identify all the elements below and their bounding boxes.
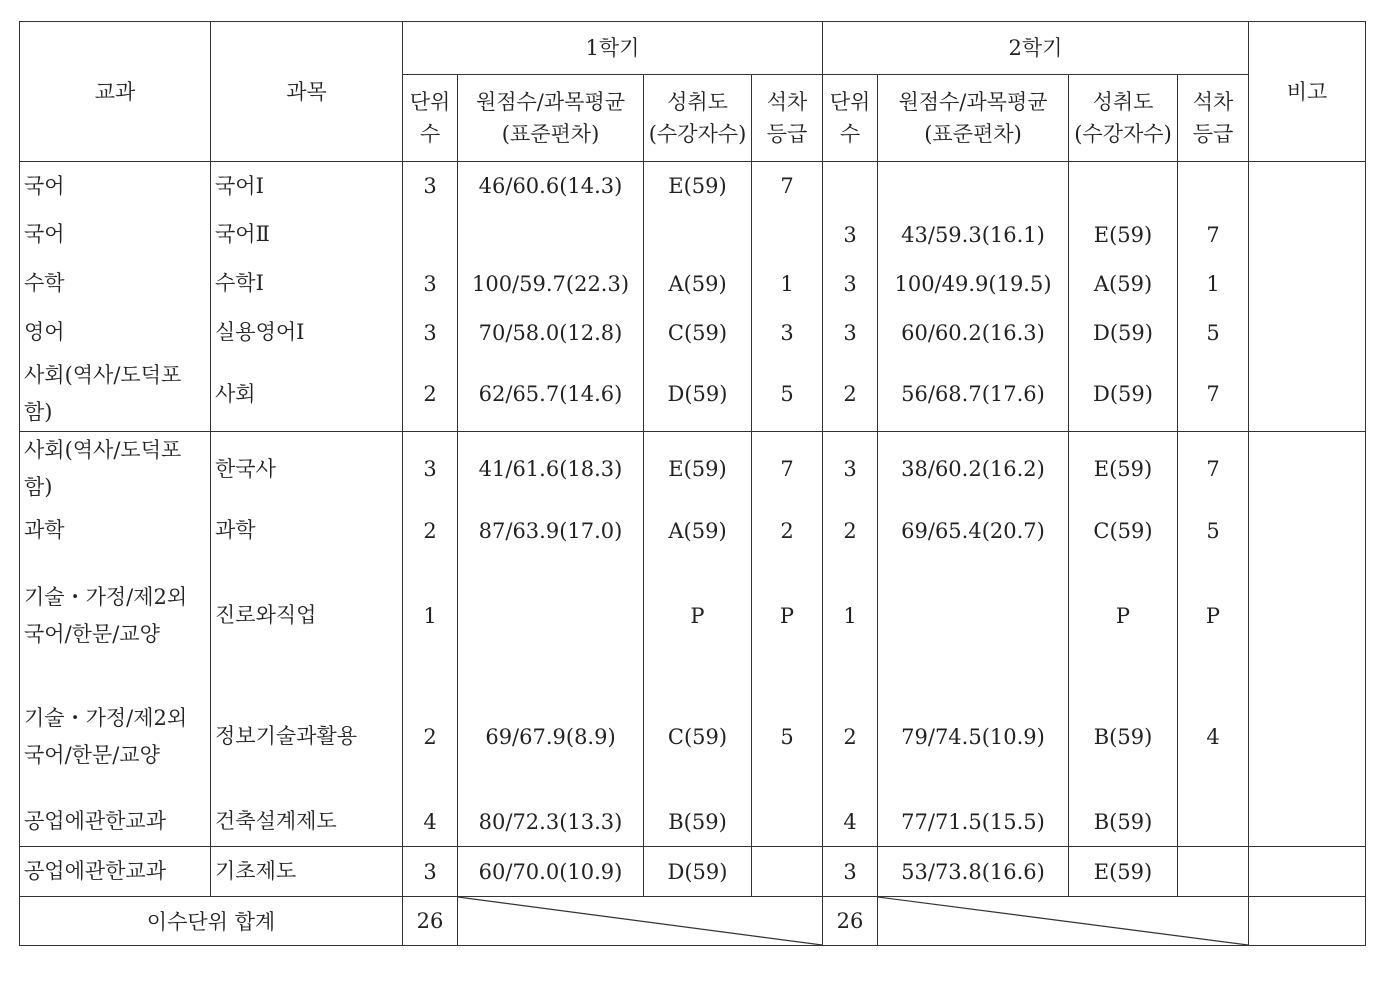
area-cell: 공업에관한교과 <box>20 797 211 847</box>
header-raw-score-line2: (표준편차) <box>924 122 1022 146</box>
s1-achievement-cell: A(59) <box>644 506 752 555</box>
course-cell: 과학 <box>211 506 403 555</box>
header-semester-1: 1학기 <box>403 22 823 75</box>
s2-score-cell: 53/73.8(16.6) <box>878 847 1069 897</box>
remarks-cell <box>1249 357 1366 432</box>
s1-score-cell: 70/58.0(12.8) <box>458 308 644 357</box>
total-row <box>20 897 1366 946</box>
s1-units-cell: 4 <box>403 797 458 847</box>
header-raw-score-line2: (표준편차) <box>501 122 600 146</box>
header-achievement-line2: (수강자수) <box>1074 122 1172 146</box>
s2-score-cell: 77/71.5(15.5) <box>878 797 1069 847</box>
s1-rank-cell: 7 <box>752 432 823 507</box>
s2-score-cell: 56/68.7(17.6) <box>878 357 1069 432</box>
header-units-line1: 단위 <box>829 90 871 114</box>
course-cell: 수학Ⅰ <box>211 259 403 308</box>
s1-rank-cell: 3 <box>752 308 823 357</box>
header-achievement-line1: 성취도 <box>1092 90 1154 114</box>
total-s2-units: 26 <box>823 897 878 946</box>
s2-score-cell: 79/74.5(10.9) <box>878 676 1069 797</box>
table-row <box>20 432 1366 507</box>
s2-achievement-cell: D(59) <box>1069 308 1178 357</box>
s1-score-cell: 100/59.7(22.3) <box>458 259 644 308</box>
s1-rank-cell: 1 <box>752 259 823 308</box>
s2-achievement-cell: B(59) <box>1069 676 1178 797</box>
header-s1-achievement <box>644 75 752 162</box>
header-subject-area: 교과 <box>20 22 211 162</box>
s1-achievement-cell: C(59) <box>644 308 752 357</box>
s2-rank-cell: 7 <box>1178 210 1249 259</box>
header-rank-line1: 석차 <box>766 90 808 114</box>
s1-rank-cell: 2 <box>752 506 823 555</box>
area-cell: 국어 <box>20 210 211 259</box>
s1-rank-cell: 5 <box>752 357 823 432</box>
diagonal-cell-s2 <box>878 897 1249 946</box>
remarks-cell <box>1249 676 1366 797</box>
total-label: 이수단위 합계 <box>20 897 403 946</box>
total-remarks <box>1249 897 1366 946</box>
s2-achievement-cell: P <box>1069 555 1178 676</box>
header-rank-line2: 등급 <box>766 122 808 146</box>
header-s2-achievement <box>1069 75 1178 162</box>
s1-score-cell: 87/63.9(17.0) <box>458 506 644 555</box>
header-rank-line1: 석차 <box>1192 90 1234 114</box>
header-s1-rank <box>752 75 823 162</box>
area-cell: 국어 <box>20 162 211 211</box>
s1-score-cell: 80/72.3(13.3) <box>458 797 644 847</box>
s2-units-cell: 3 <box>823 259 878 308</box>
area-cell: 사회(역사/도덕포함) <box>20 432 211 507</box>
remarks-cell <box>1249 797 1366 847</box>
diagonal-line <box>458 897 822 945</box>
remarks-cell <box>1249 259 1366 308</box>
area-cell: 영어 <box>20 308 211 357</box>
table-row <box>20 357 1366 432</box>
header-s1-raw-score <box>458 75 644 162</box>
s1-rank-cell <box>752 847 823 897</box>
s1-score-cell: 41/61.6(18.3) <box>458 432 644 507</box>
s1-achievement-cell: B(59) <box>644 797 752 847</box>
s2-score-cell: 43/59.3(16.1) <box>878 210 1069 259</box>
s1-score-cell: 69/67.9(8.9) <box>458 676 644 797</box>
table-row <box>20 506 1366 555</box>
s2-rank-cell: P <box>1178 555 1249 676</box>
s1-units-cell: 2 <box>403 676 458 797</box>
area-cell: 기술・가정/제2외국어/한문/교양 <box>20 555 211 676</box>
s2-rank-cell: 1 <box>1178 259 1249 308</box>
remarks-cell <box>1249 162 1366 211</box>
s2-rank-cell: 7 <box>1178 432 1249 507</box>
table-row <box>20 162 1366 211</box>
header-achievement-line1: 성취도 <box>667 90 728 114</box>
s1-rank-cell: 5 <box>752 676 823 797</box>
s2-achievement-cell: E(59) <box>1069 847 1178 897</box>
course-cell: 정보기술과활용 <box>211 676 403 797</box>
remarks-cell <box>1249 210 1366 259</box>
remarks-cell <box>1249 432 1366 507</box>
total-s1-units: 26 <box>403 897 458 946</box>
s1-units-cell: 3 <box>403 847 458 897</box>
remarks-cell <box>1249 555 1366 676</box>
s1-rank-cell: 7 <box>752 162 823 211</box>
s2-units-cell: 3 <box>823 210 878 259</box>
s2-units-cell: 4 <box>823 797 878 847</box>
table-row <box>20 797 1366 847</box>
course-cell: 실용영어Ⅰ <box>211 308 403 357</box>
s2-achievement-cell: E(59) <box>1069 432 1178 507</box>
s2-achievement-cell: C(59) <box>1069 506 1178 555</box>
s2-units-cell: 3 <box>823 308 878 357</box>
grades-table <box>19 21 1366 946</box>
s2-score-cell: 69/65.4(20.7) <box>878 506 1069 555</box>
header-s2-rank <box>1178 75 1249 162</box>
s1-units-cell: 3 <box>403 308 458 357</box>
header-remarks: 비고 <box>1249 22 1366 162</box>
s1-achievement-cell: C(59) <box>644 676 752 797</box>
s1-score-cell <box>458 555 644 676</box>
s1-achievement-cell: D(59) <box>644 357 752 432</box>
table-row <box>20 555 1366 676</box>
s1-achievement-cell: P <box>644 555 752 676</box>
header-s2-units <box>823 75 878 162</box>
diagonal-line <box>878 897 1248 945</box>
s2-achievement-cell: E(59) <box>1069 210 1178 259</box>
remarks-cell <box>1249 506 1366 555</box>
s2-score-cell: 38/60.2(16.2) <box>878 432 1069 507</box>
course-cell: 건축설계제도 <box>211 797 403 847</box>
table-row <box>20 259 1366 308</box>
course-cell: 국어Ⅰ <box>211 162 403 211</box>
s2-achievement-cell: A(59) <box>1069 259 1178 308</box>
s2-units-cell: 2 <box>823 506 878 555</box>
header-course: 과목 <box>211 22 403 162</box>
s1-units-cell: 3 <box>403 162 458 211</box>
s1-rank-cell <box>752 210 823 259</box>
header-raw-score-line1: 원점수/과목평균 <box>475 90 626 114</box>
course-cell: 기초제도 <box>211 847 403 897</box>
area-cell: 과학 <box>20 506 211 555</box>
s1-achievement-cell <box>644 210 752 259</box>
s2-units-cell: 2 <box>823 676 878 797</box>
area-cell: 공업에관한교과 <box>20 847 211 897</box>
s2-units-cell: 3 <box>823 432 878 507</box>
s2-score-cell <box>878 555 1069 676</box>
header-s2-raw-score <box>878 75 1069 162</box>
s1-achievement-cell: A(59) <box>644 259 752 308</box>
s2-achievement-cell: D(59) <box>1069 357 1178 432</box>
table-row <box>20 308 1366 357</box>
s2-units-cell: 3 <box>823 847 878 897</box>
s1-units-cell: 2 <box>403 357 458 432</box>
header-s1-units <box>403 75 458 162</box>
header-units-line1: 단위 <box>409 90 451 114</box>
area-cell: 사회(역사/도덕포함) <box>20 357 211 432</box>
area-cell: 기술・가정/제2외국어/한문/교양 <box>20 676 211 797</box>
s2-rank-cell: 5 <box>1178 506 1249 555</box>
remarks-cell <box>1249 847 1366 897</box>
s2-rank-cell <box>1178 797 1249 847</box>
s2-rank-cell <box>1178 847 1249 897</box>
header-units-line2: 수 <box>419 122 441 146</box>
s2-rank-cell <box>1178 162 1249 211</box>
diagonal-cell-s1 <box>458 897 823 946</box>
s2-achievement-cell <box>1069 162 1178 211</box>
s1-score-cell: 60/70.0(10.9) <box>458 847 644 897</box>
s1-units-cell: 3 <box>403 432 458 507</box>
s1-achievement-cell: E(59) <box>644 432 752 507</box>
table-row <box>20 847 1366 897</box>
course-cell: 진로와직업 <box>211 555 403 676</box>
s2-rank-cell: 4 <box>1178 676 1249 797</box>
course-cell: 한국사 <box>211 432 403 507</box>
s2-rank-cell: 7 <box>1178 357 1249 432</box>
header-units-line2: 수 <box>839 122 861 146</box>
course-cell: 국어Ⅱ <box>211 210 403 259</box>
s1-rank-cell <box>752 797 823 847</box>
s1-rank-cell: P <box>752 555 823 676</box>
s1-achievement-cell: D(59) <box>644 847 752 897</box>
s2-rank-cell: 5 <box>1178 308 1249 357</box>
header-rank-line2: 등급 <box>1192 122 1234 146</box>
course-cell: 사회 <box>211 357 403 432</box>
s1-achievement-cell: E(59) <box>644 162 752 211</box>
s1-score-cell: 46/60.6(14.3) <box>458 162 644 211</box>
s1-units-cell <box>403 210 458 259</box>
s1-units-cell: 3 <box>403 259 458 308</box>
header-semester-2: 2학기 <box>823 22 1249 75</box>
header-row-1 <box>20 22 1366 75</box>
s2-units-cell: 2 <box>823 357 878 432</box>
table-row <box>20 210 1366 259</box>
s2-units-cell <box>823 162 878 211</box>
remarks-cell <box>1249 308 1366 357</box>
table-row <box>20 676 1366 797</box>
area-cell: 수학 <box>20 259 211 308</box>
s2-achievement-cell: B(59) <box>1069 797 1178 847</box>
s1-units-cell: 1 <box>403 555 458 676</box>
s2-score-cell: 60/60.2(16.3) <box>878 308 1069 357</box>
s1-units-cell: 2 <box>403 506 458 555</box>
s2-score-cell <box>878 162 1069 211</box>
s1-score-cell <box>458 210 644 259</box>
grade-report <box>19 21 1366 946</box>
s2-units-cell: 1 <box>823 555 878 676</box>
header-raw-score-line1: 원점수/과목평균 <box>898 90 1048 114</box>
header-achievement-line2: (수강자수) <box>648 122 747 146</box>
s1-score-cell: 62/65.7(14.6) <box>458 357 644 432</box>
s2-score-cell: 100/49.9(19.5) <box>878 259 1069 308</box>
